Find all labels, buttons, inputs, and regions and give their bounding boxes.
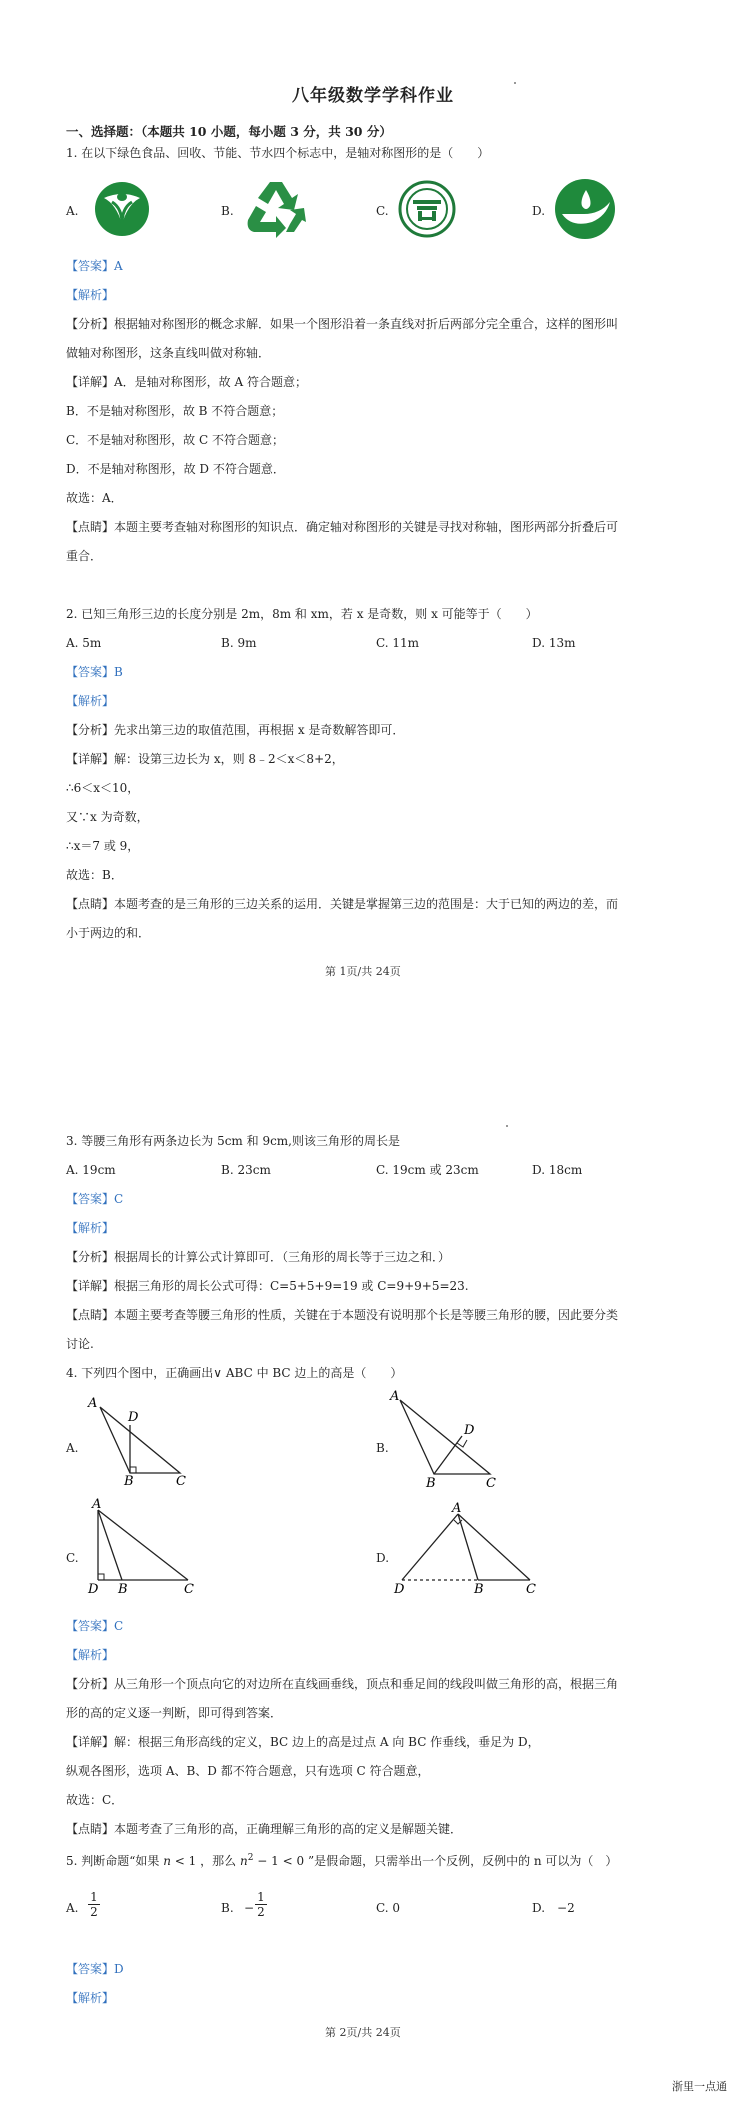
- q5-cond1-var: n: [163, 1854, 171, 1868]
- q4-option-c-label: C.: [66, 1551, 79, 1565]
- q3-fenxi: 【分析】根据周长的计算公式计算即可．（三角形的周长等于三边之和．）: [66, 1250, 451, 1264]
- vertex-c-label: C: [176, 1474, 186, 1485]
- q1-option-b-label: B.: [221, 204, 234, 218]
- q3-stem: 3. 等腰三角形有两条边长为 5cm 和 9cm,则该三角形的周长是: [66, 1134, 400, 1148]
- q5-stem-part2: ，那么: [200, 1854, 237, 1868]
- denominator: 2: [255, 1904, 267, 1919]
- q5-option-a-label: A.: [66, 1901, 79, 1915]
- q1-detail-line3: C．不是轴对称图形，故 C 不符合题意；: [66, 433, 284, 447]
- q2-step2: 又∵x 为奇数，: [66, 810, 149, 824]
- q3-answer: 【答案】C: [66, 1192, 124, 1206]
- q4-detail-line1: 【详解】解：根据三角形高线的定义，BC 边上的高是过点 A 向 BC 作垂线，垂足为 D，: [66, 1735, 540, 1749]
- vertex-c-label: C: [486, 1476, 496, 1488]
- triangle-figure-c: [84, 1496, 204, 1599]
- triangle-figure-a: [84, 1395, 194, 1488]
- corner-dot: [514, 82, 516, 84]
- q1-dianjing-line1: 【点睛】本题主要考查轴对称图形的知识点．确定轴对称图形的关键是寻找对称轴，图形两部分折叠后可: [66, 520, 619, 534]
- q1-dianjing-line2: 重合．: [66, 549, 103, 563]
- vertex-c-label: C: [184, 1582, 194, 1596]
- q2-stem: 2. 已知三角形三边的长度分别是 2m，8m 和 xm，若 x 是奇数，则 x 可能等于（ ）: [66, 607, 538, 621]
- q4-option-d-label: D.: [376, 1551, 390, 1565]
- watermark-text: 浙里一点通: [672, 2080, 727, 2093]
- q4-stem: 4. 下列四个图中，正确画出∨ ABC 中 BC 边上的高是（ ）: [66, 1366, 403, 1380]
- q4-answer: 【答案】C: [66, 1619, 124, 1633]
- q4-detail-line2: 纵观各图形，选项 A、B、D 都不符合题意，只有选项 C 符合题意，: [66, 1764, 430, 1778]
- vertex-a-label: A: [452, 1501, 462, 1516]
- q2-dianjing-line1: 【点睛】本题考查的是三角形的三边关系的运用．关键是掌握第三边的范围是：大于已知的两边的差，而: [66, 897, 619, 911]
- section-heading: 一、选择题：（本题共 10 小题，每小题 3 分，共 30 分）: [66, 124, 392, 139]
- vertex-a-label: A: [88, 1396, 98, 1411]
- q5-cond2-var: n: [239, 1854, 248, 1868]
- q2-detail: 【详解】解：设第三边长为 x，则 8﹣2＜x＜8+2，: [66, 752, 344, 766]
- q3-dianjing-line1: 【点睛】本题主要考查等腰三角形的性质，关键在于本题没有说明那个长是等腰三角形的腰，因此要分类: [66, 1308, 619, 1322]
- q4-option-a-label: A.: [66, 1441, 79, 1455]
- q1-option-d-label: D.: [532, 204, 546, 218]
- page-footer: 第 1页/共 24页: [325, 965, 401, 978]
- numerator: 1: [90, 1890, 98, 1904]
- q5-option-a-fraction: [88, 1890, 100, 1919]
- q1-detail-line4: D．不是轴对称图形，故 D 不符合题意．: [66, 462, 285, 476]
- q2-step1: ∴6＜x＜10，: [66, 781, 140, 795]
- recycle-logo-icon: [240, 176, 310, 245]
- q4-option-b-label: B.: [376, 1441, 389, 1455]
- q1-answer: 【答案】A: [66, 259, 123, 273]
- vertex-d-label: D: [128, 1410, 139, 1425]
- q5-cond2-sup: 2: [247, 1853, 254, 1863]
- q2-option-c: C. 11m: [376, 636, 420, 650]
- q1-option-a-label: A.: [66, 204, 79, 218]
- q3-dianjing-line2: 讨论.: [66, 1337, 94, 1351]
- vertex-a-label: A: [390, 1389, 400, 1404]
- q5-stem-part1: 5. 判断命题“如果: [66, 1854, 160, 1868]
- q2-step3: ∴x＝7 或 9，: [66, 839, 140, 853]
- q3-option-b: B. 23cm: [221, 1163, 271, 1177]
- denominator: 2: [88, 1904, 100, 1919]
- q5-option-d: D. −2: [532, 1901, 575, 1915]
- q2-option-d: D. 13m: [532, 636, 576, 650]
- q1-detail-line1: 【详解】A．是轴对称图形，故 A 符合题意；: [66, 375, 307, 389]
- q2-analysis-label: 【解析】: [66, 694, 115, 708]
- q5-option-b-fraction: [255, 1890, 267, 1919]
- q1-fenxi-line2: 做轴对称图形，这条直线叫做对称轴．: [66, 346, 271, 360]
- q4-fenxi-line1: 【分析】从三角形一个顶点向它的对边所在直线画垂线，顶点和垂足间的线段叫做三角形的高，根据三角: [66, 1677, 619, 1691]
- q1-fenxi-line1: 【分析】根据轴对称图形的概念求解．如果一个图形沿着一条直线对折后两部分完全重合，这样的图形叫: [66, 317, 619, 331]
- q5-option-b-minus: −: [244, 1901, 255, 1915]
- q2-option-b: B. 9m: [221, 636, 257, 650]
- q3-option-a: A. 19cm: [66, 1163, 116, 1177]
- vertex-d-label: D: [394, 1582, 405, 1596]
- q5-stem-part3: ”是假命题，只需举出一个反例，反例中的 n 可以为（ ）: [307, 1854, 618, 1868]
- green-food-logo-icon: [90, 180, 154, 241]
- water-saving-logo-icon: [552, 178, 618, 243]
- q1-analysis-label: 【解析】: [66, 288, 115, 302]
- vertex-b-label: B: [118, 1582, 128, 1596]
- q2-option-a: A. 5m: [66, 636, 102, 650]
- q5-option-c: C. 0: [376, 1901, 401, 1915]
- q5-cond2-rest: − 1 < 0: [257, 1854, 305, 1868]
- vertex-b-label: B: [474, 1582, 484, 1596]
- q4-analysis-label: 【解析】: [66, 1648, 115, 1662]
- q5-cond1-rest: < 1: [174, 1854, 197, 1868]
- vertex-b-label: B: [124, 1474, 134, 1485]
- triangle-figure-b: [386, 1388, 516, 1491]
- q4-fenxi-line2: 形的高的定义逐一判断，即可得到答案．: [66, 1706, 283, 1720]
- q1-choose: 故选：A．: [66, 491, 123, 505]
- page-title: 八年级数学学科作业: [292, 86, 454, 106]
- q2-fenxi: 【分析】先求出第三边的取值范围，再根据 x 是奇数解答即可．: [66, 723, 405, 737]
- q1-detail-line2: B．不是轴对称图形，故 B 不符合题意；: [66, 404, 284, 418]
- energy-saving-logo-icon: [396, 180, 458, 241]
- page-footer: 第 2页/共 24页: [325, 2026, 401, 2039]
- vertex-c-label: C: [526, 1582, 536, 1596]
- q5-stem: [66, 1850, 617, 1869]
- q4-dianjing: 【点睛】本题考查了三角形的高，正确理解三角形的高的定义是解题关键．: [66, 1822, 463, 1836]
- triangle-figure-d: [390, 1496, 550, 1599]
- q1-stem: 1. 在以下绿色食品、回收、节能、节水四个标志中，是轴对称图形的是（ ）: [66, 146, 490, 160]
- q2-answer: 【答案】B: [66, 665, 123, 679]
- vertex-a-label: A: [92, 1497, 102, 1512]
- q4-choose: 故选：C．: [66, 1793, 124, 1807]
- q5-analysis-label: 【解析】: [66, 1991, 115, 2005]
- vertex-b-label: B: [426, 1476, 436, 1488]
- q3-analysis-label: 【解析】: [66, 1221, 115, 1235]
- numerator: 1: [257, 1890, 265, 1904]
- corner-dot: [506, 1125, 508, 1127]
- vertex-d-label: D: [88, 1582, 99, 1596]
- q3-option-c: C. 19cm 或 23cm: [376, 1163, 479, 1177]
- q2-choose: 故选：B．: [66, 868, 123, 882]
- q3-option-d: D. 18cm: [532, 1163, 583, 1177]
- q5-option-b-label: B.: [221, 1901, 234, 1915]
- q1-option-c-label: C.: [376, 204, 389, 218]
- q5-answer: 【答案】D: [66, 1962, 124, 1976]
- q3-detail: 【详解】根据三角形的周长公式可得：C=5+5+9=19 或 C=9+9+5=23.: [66, 1279, 469, 1293]
- q2-dianjing-line2: 小于两边的和．: [66, 926, 151, 940]
- vertex-d-label: D: [464, 1423, 475, 1438]
